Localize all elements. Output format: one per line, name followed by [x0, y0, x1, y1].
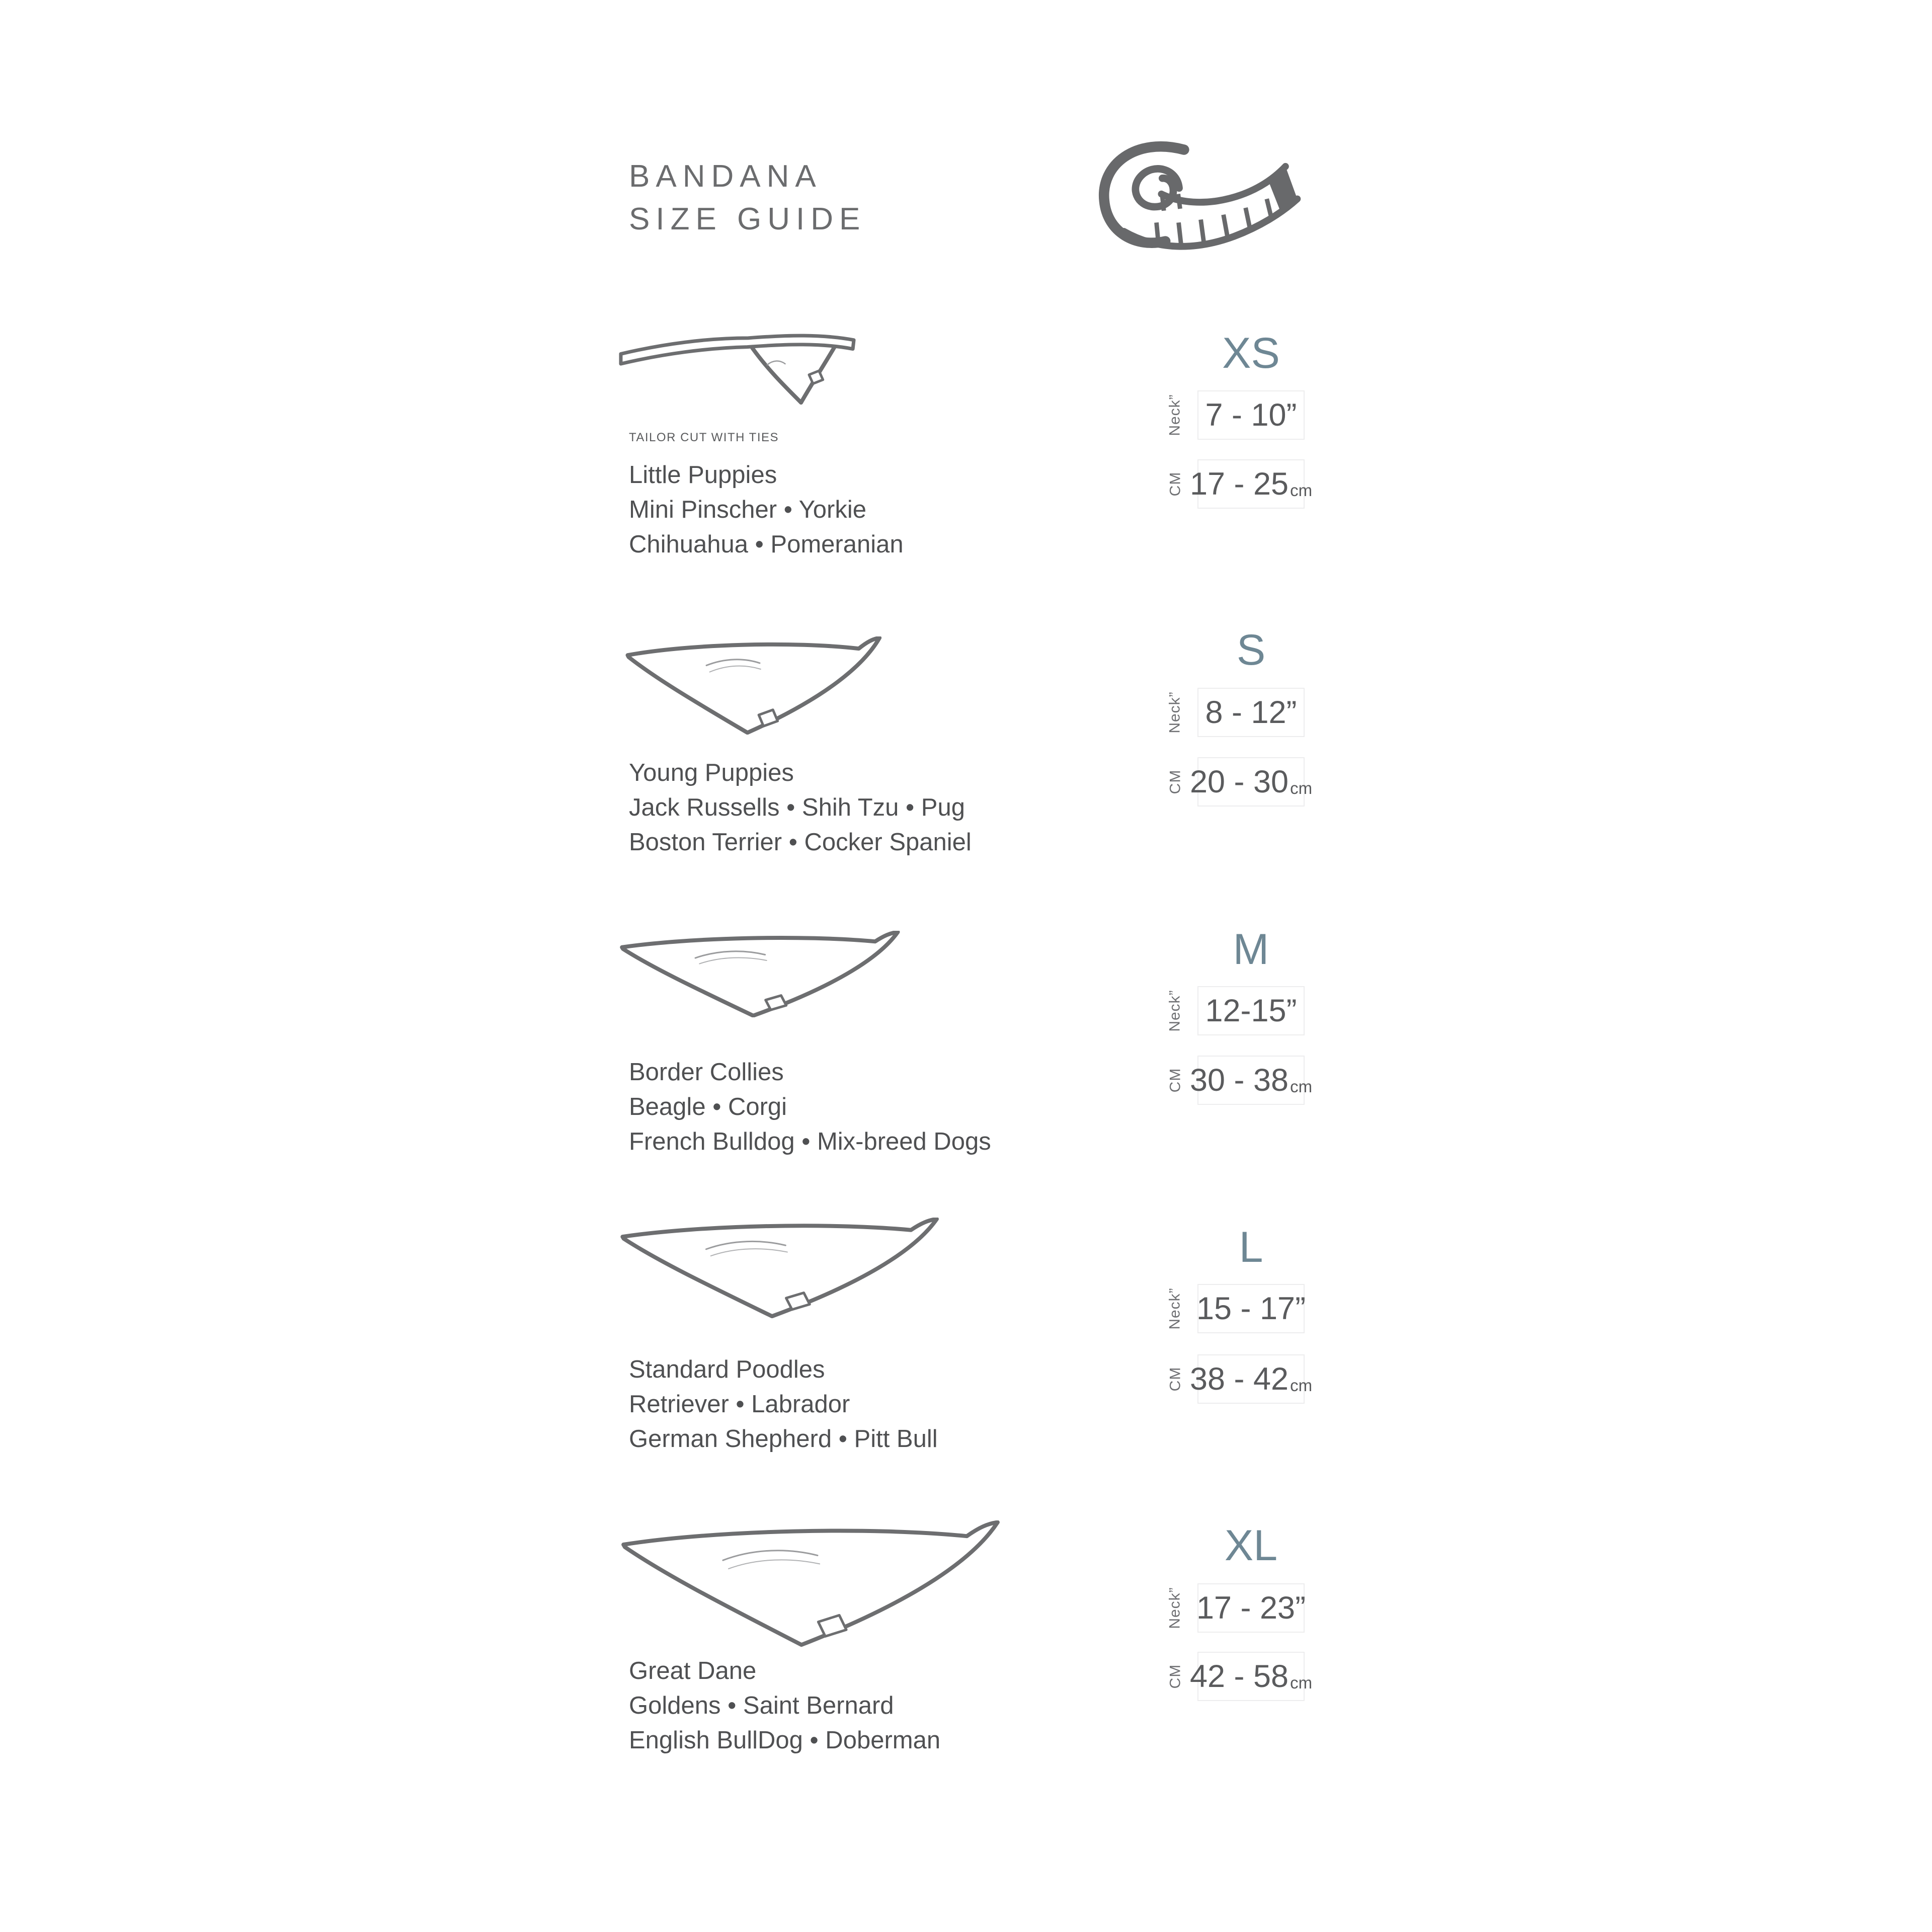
neck-inches-measure — [1153, 986, 1305, 1035]
neck-cm-measure — [1153, 1056, 1313, 1105]
breeds-line: Boston Terrier • Cocker Spaniel — [629, 829, 972, 856]
breed-list-s — [629, 756, 972, 860]
neck-inches-measure — [1153, 688, 1305, 737]
breeds-line: Mini Pinscher • Yorkie — [629, 496, 866, 523]
size-code-s: S — [1236, 626, 1266, 674]
bandana-sketch-m — [618, 931, 907, 1017]
audience-line: Border Collies — [629, 1059, 784, 1086]
audience-line: Young Puppies — [629, 759, 794, 786]
neck-cm-measure — [1153, 757, 1313, 807]
cm-unit: cm — [1290, 779, 1313, 797]
breeds-line: Jack Russells • Shih Tzu • Pug — [629, 794, 965, 821]
size-code-xl: XL — [1224, 1521, 1278, 1570]
neck-axis-label: Neck” — [1167, 691, 1183, 734]
cm-unit: cm — [1290, 1673, 1313, 1692]
bandana-sketch-l — [618, 1218, 947, 1318]
breed-list-xs — [629, 458, 904, 562]
size-section-xs — [0, 329, 1932, 640]
neck-inches-measure — [1153, 1583, 1305, 1633]
size-code-xs: XS — [1222, 329, 1280, 377]
bandana-sketch-xs-ties — [618, 332, 857, 407]
page-title-line2: SIZE GUIDE — [629, 202, 866, 236]
neck-axis-label: Neck” — [1167, 1287, 1183, 1330]
page-title — [629, 155, 866, 240]
cm-axis-label: CM — [1167, 1366, 1183, 1392]
neck-inches-value: 7 - 10” — [1197, 390, 1305, 440]
cm-axis-label: CM — [1167, 769, 1183, 794]
audience-line: Standard Poodles — [629, 1356, 825, 1383]
neck-inches-measure — [1153, 1284, 1305, 1333]
neck-cm-value: 38 - 42 cm — [1197, 1354, 1305, 1404]
page-title-line1: BANDANA — [629, 159, 822, 194]
neck-axis-label: Neck” — [1167, 394, 1183, 436]
breeds-line: Goldens • Saint Bernard — [629, 1692, 894, 1719]
breeds-line: Beagle • Corgi — [629, 1093, 787, 1120]
breeds-line: English BullDog • Doberman — [629, 1727, 941, 1754]
neck-inches-value: 15 - 17” — [1197, 1284, 1305, 1333]
neck-cm-value: 42 - 58 cm — [1197, 1652, 1305, 1701]
neck-inches-measure — [1153, 390, 1305, 440]
measuring-tape-icon — [1077, 139, 1308, 252]
size-section-s — [0, 626, 1932, 937]
size-section-l — [0, 1223, 1932, 1535]
neck-inches-value: 12-15” — [1197, 986, 1305, 1035]
cm-unit: cm — [1290, 481, 1313, 500]
audience-line: Little Puppies — [629, 461, 777, 489]
cm-axis-label: CM — [1167, 1068, 1183, 1093]
breeds-line: German Shepherd • Pitt Bull — [629, 1425, 938, 1453]
size-code-l: L — [1239, 1223, 1263, 1271]
breed-list-m — [629, 1055, 991, 1159]
neck-inches-value: 8 - 12” — [1197, 688, 1305, 737]
breed-list-xl — [629, 1654, 940, 1758]
size-code-m: M — [1233, 925, 1269, 974]
cm-unit: cm — [1290, 1077, 1313, 1096]
cm-unit: cm — [1290, 1376, 1313, 1395]
breeds-line: French Bulldog • Mix-breed Dogs — [629, 1128, 991, 1155]
neck-cm-value: 20 - 30 cm — [1197, 757, 1305, 807]
neck-cm-value: 17 - 25 cm — [1197, 459, 1305, 509]
neck-cm-value: 30 - 38 cm — [1197, 1056, 1305, 1105]
size-section-m — [0, 925, 1932, 1237]
neck-cm-measure — [1153, 459, 1313, 509]
cut-note: TAILOR CUT WITH TIES — [629, 431, 779, 444]
neck-axis-label: Neck” — [1167, 1587, 1183, 1629]
neck-axis-label: Neck” — [1167, 990, 1183, 1032]
bandana-sketch-s — [624, 636, 888, 735]
cm-axis-label: CM — [1167, 471, 1183, 497]
breed-list-l — [629, 1352, 938, 1457]
neck-inches-value: 17 - 23” — [1197, 1583, 1305, 1633]
bandana-sketch-xl — [618, 1520, 1010, 1647]
neck-cm-measure — [1153, 1354, 1313, 1404]
size-section-xl — [0, 1521, 1932, 1833]
breeds-line: Retriever • Labrador — [629, 1391, 850, 1418]
breeds-line: Chihuahua • Pomeranian — [629, 531, 904, 558]
audience-line: Great Dane — [629, 1657, 757, 1684]
cm-axis-label: CM — [1167, 1664, 1183, 1689]
neck-cm-measure — [1153, 1652, 1313, 1701]
